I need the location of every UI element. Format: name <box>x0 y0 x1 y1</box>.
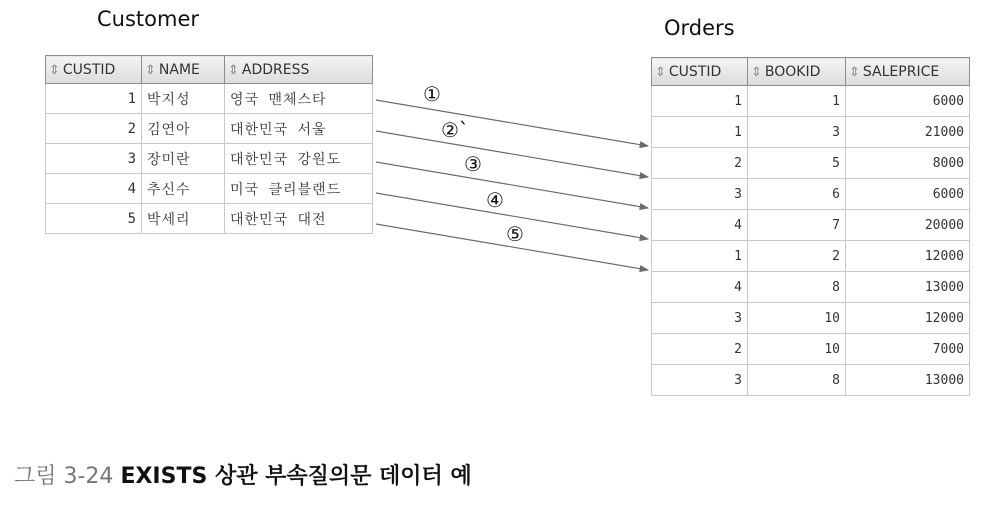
customer-cell: 장미란 <box>142 144 225 174</box>
customer-cell: 박지성 <box>142 84 225 114</box>
customer-cell: 대한민국 대전 <box>225 204 373 234</box>
orders-column-header[interactable]: ⇕ CUSTID <box>652 58 748 86</box>
sort-icon: ⇕ <box>228 62 239 78</box>
orders-cell: 6000 <box>846 86 970 117</box>
orders-cell: 4 <box>652 210 748 241</box>
customer-column-header[interactable]: ⇕ ADDRESS <box>225 56 373 84</box>
link-arrow <box>376 131 648 177</box>
customer-cell: 미국 클리블랜드 <box>225 174 373 204</box>
link-number: ②` <box>441 118 469 142</box>
link-arrow <box>376 100 648 146</box>
sort-icon: ⇕ <box>849 64 860 80</box>
link-arrow <box>376 162 648 208</box>
orders-cell: 12000 <box>846 303 970 334</box>
orders-cell: 10 <box>748 334 846 365</box>
orders-cell: 3 <box>748 117 846 148</box>
orders-cell: 8 <box>748 365 846 396</box>
orders-cell: 12000 <box>846 241 970 272</box>
customer-cell: 영국 맨체스타 <box>225 84 373 114</box>
orders-cell: 2 <box>652 334 748 365</box>
orders-cell: 8 <box>748 272 846 303</box>
orders-cell: 13000 <box>846 272 970 303</box>
link-number: ⑤ <box>506 222 524 246</box>
orders-cell: 4 <box>652 272 748 303</box>
sort-icon: ⇕ <box>751 64 762 80</box>
sort-icon: ⇕ <box>655 64 666 80</box>
figure-caption <box>14 459 472 490</box>
orders-cell: 7000 <box>846 334 970 365</box>
orders-cell: 7 <box>748 210 846 241</box>
orders-column-header[interactable]: ⇕ SALEPRICE <box>846 58 970 86</box>
orders-cell: 21000 <box>846 117 970 148</box>
customer-cell: 대한민국 서울 <box>225 114 373 144</box>
orders-cell: 3 <box>652 365 748 396</box>
customer-cell: 4 <box>46 174 142 204</box>
orders-cell: 8000 <box>846 148 970 179</box>
sort-icon: ⇕ <box>49 62 60 78</box>
figure-caption-text: EXISTS 상관 부속질의문 데이터 예 <box>120 464 472 489</box>
customer-cell: 5 <box>46 204 142 234</box>
orders-cell: 1 <box>652 86 748 117</box>
customer-cell: 3 <box>46 144 142 174</box>
customer-column-header[interactable]: ⇕ CUSTID <box>46 56 142 84</box>
orders-cell: 20000 <box>846 210 970 241</box>
figure-label: 그림 3-24 <box>14 464 114 489</box>
orders-table-title: Orders <box>664 16 735 40</box>
orders-cell: 1 <box>652 117 748 148</box>
customer-cell: 박세리 <box>142 204 225 234</box>
orders-cell: 6000 <box>846 179 970 210</box>
link-number: ① <box>423 82 441 106</box>
orders-cell: 2 <box>748 241 846 272</box>
customer-cell: 2 <box>46 114 142 144</box>
customer-cell: 김연아 <box>142 114 225 144</box>
orders-cell: 6 <box>748 179 846 210</box>
customer-table-title: Customer <box>97 7 200 31</box>
orders-column-header[interactable]: ⇕ BOOKID <box>748 58 846 86</box>
customer-cell: 1 <box>46 84 142 114</box>
orders-cell: 13000 <box>846 365 970 396</box>
customer-cell: 대한민국 강원도 <box>225 144 373 174</box>
link-number: ③ <box>464 152 482 176</box>
orders-cell: 3 <box>652 303 748 334</box>
customer-cell: 추신수 <box>142 174 225 204</box>
orders-cell: 5 <box>748 148 846 179</box>
customer-column-header[interactable]: ⇕ NAME <box>142 56 225 84</box>
orders-cell: 10 <box>748 303 846 334</box>
orders-cell: 1 <box>748 86 846 117</box>
link-number: ④ <box>486 188 504 212</box>
orders-cell: 3 <box>652 179 748 210</box>
orders-cell: 2 <box>652 148 748 179</box>
sort-icon: ⇕ <box>145 62 156 78</box>
orders-cell: 1 <box>652 241 748 272</box>
